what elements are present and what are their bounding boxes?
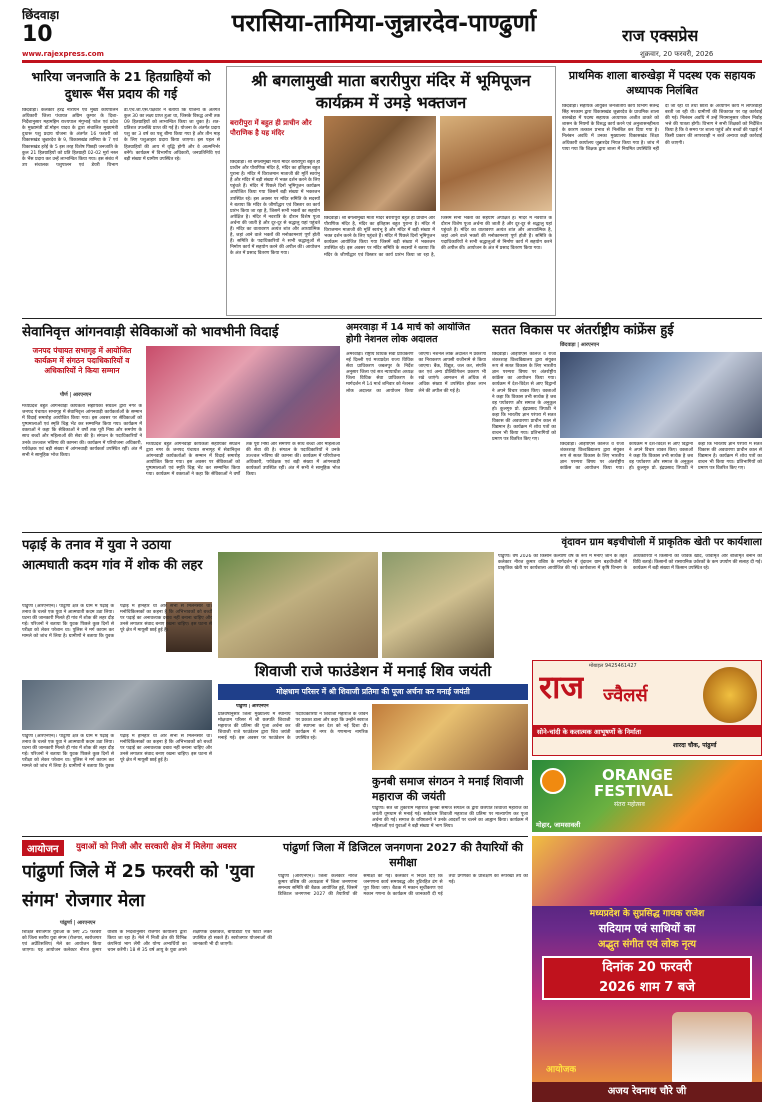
ad1-phone: मोबाइल 9425461427 xyxy=(589,663,637,669)
ad3-line2: सदियाम एवं साथियों का xyxy=(598,922,696,935)
s7-body-cont: पांढुर्णा (आरएनएन)। पांढुर्णा क्षेत्र के ग्राम में पढ़ाई के तनाव के चलते एक युवा ने आत्मघाती कदम उठा लिया। घटना की जानकारी मिलते ही गांव में शोक की लहर दौड़ गई। परिजनों ने बताया कि युवक पिछले कुछ दिनों से परीक्षा को लेकर परेशान था। पुलिस ने मर्ग कायम कर मामले को जांच में लिया है। ग्रामीणों ने बताया कि युवक पढ़ाई में होनहार था और सभी से मिलनसार था। मनोचिकित्सकों का कहना है कि अभिभावकों को बच्चों पर पढ़ाई का अनावश्यक दबाव नहीं बनाना चाहिए और उनसे लगातार संवाद बनाए रखना चाहिए। इस घटना से पूरे क्षेत्र में मायूसी छाई हुई है। xyxy=(22,734,212,770)
s4-body: मध्यप्रदेश बहुत आंगनवाड़ी कार्यकर्ता सहायिका संघठन द्वारा नगर के जनपद पंचायत सभागृह में सेवानिवृत्त आंगनवाड़ी कार्यकर्ताओं के सम्मान में विदाई समारोह आयोजित किया गया। इस अवसर पर सेविकाओं को पुष्पमालाओं एवं स्मृति चिह्न भेंट कर सम्मानित किया गया। कार्यक्रम में वक्ताओं ने कहा कि सेविकाओं ने वर्षों तक पूरी निष्ठा और समर्पण के साथ बच्चों और महिलाओं की सेवा की है। संगठन के पदाधिकारियों ने उनके उज्ज्वल भविष्य की कामना की। कार्यक्रम में परियोजना अधिकारी, पर्यवेक्षक एवं बड़ी संख्या में आंगनवाड़ी कार्यकर्ता उपस्थित रहीं। अंत में सभी ने सामूहिक भोज किया। xyxy=(22,404,142,458)
s7-group-photo xyxy=(22,680,212,730)
s2-body-cont: छिंदवाड़ा। श्री बगलामुखी माता मंदिर बरारीपुरा बहुत ही प्राचीन और पौराणिक मंदिर है, मंदिर का इतिहास बहुत पुराना है। मंदिर में विराजमान माताजी की मूर्ति स्वयंभू है और मंदिर में बड़ी संख्या में भक्त दर्शन करने के लिए पहुंचते हैं। मंदिर में पिछले दिनों भूमिपूजन कार्यक्रम आयोजित किया गया जिसमें बड़ी संख्या में भक्तजन उपस्थित रहे। इस अवसर पर मंदिर समिति के सदस्यों ने बताया कि मंदिर के जीर्णोद्धार एवं विस्तार का कार्य प्रारंभ किया जा रहा है, जिसमें सभी भक्तों का सहयोग अपेक्षित है। मंदिर में नवरात्रि के दौरान विशेष पूजा अर्चना की जाती है और दूर-दूर से श्रद्धालु यहां पहुंचते हैं। मंदिर का वातावरण अत्यंत शांत और आध्यात्मिक है, जहां आने वाले भक्तों की मनोकामनाएं पूर्ण होती हैं। समिति के पदाधिकारियों ने सभी श्रद्धालुओं से निर्माण कार्य में सहयोग करने की अपील की। आयोजन के अंत में प्रसाद वितरण किया गया। xyxy=(324,216,552,258)
s8-photo-2 xyxy=(382,552,494,658)
divider-3 xyxy=(22,836,528,837)
s2-photo-1 xyxy=(324,116,436,211)
s10-body: पांढुर्णा। संत श्री तुकाराम महाराज कुनबी समाज संगठन के द्वारा छत्रपति शिवाजी महाराज की जयंती धूमधाम से मनाई गई। सर्वप्रथम शिवाजी महाराज की प्रतिमा पर माल्यार्पण कर पूजा अर्चना की गई। समाज के वरिष्ठजनों ने उनके आदर्शों पर चलने का आह्वान किया। कार्यक्रम में महिलाओं एवं युवाओं ने बड़ी संख्या में भाग लिया। xyxy=(372,806,528,830)
ad3-line5: 2026 शाम 7 बजे xyxy=(599,980,695,995)
paper-name: राज एक्सप्रेस xyxy=(622,26,699,45)
s5-headline: अमरवाड़ा में 14 मार्च को आयोजित होगी नेशनल लोक अदालत xyxy=(346,322,471,345)
s8-headline: वृंदावन ग्राम बड़चीचोली में प्राकृतिक खेती पर कार्यशाला xyxy=(561,537,762,548)
s4-headline: सेवानिवृत्त आंगनवाड़ी सेविकाओं को भावभीनी विदाई xyxy=(22,324,279,340)
s4-deck: जनपद पंचायत सभागृह में आयोजित कार्यक्रम में संगठन पदाधिकारियों व अधिकारियों ने किया सम्मान xyxy=(32,346,132,375)
masthead xyxy=(0,0,778,62)
ad1-addr: शारदा चौक, पांढुर्णा xyxy=(673,742,717,749)
s8-photo-1 xyxy=(218,552,378,658)
s3-headline: प्राथमिक शाला बारुखेड़ा में पदस्थ एक सहायक अध्यापक निलंबित xyxy=(568,69,756,97)
s9-body: प्रतिवर्षानुसार जिला मुख्यालय में स्थानीय मोक्षधाम परिसर में श्री छत्रपति शिवाजी महाराज की प्रतिमा की पूजा अर्चना कर शिवाजी राजे फाउंडेशन द्वारा शिव जयंती मनाई गई। इस अवसर पर फाउंडेशन के पदाधिकारियों ने शिवाजी महाराज के जीवन पर प्रकाश डाला और कहा कि उन्होंने स्वराज की स्थापना कर देश को नई दिशा दी। कार्यक्रम में नगर के गणमान्य नागरिक उपस्थित रहे। xyxy=(218,712,368,742)
s7-body: पांढुर्णा (आरएनएन)। पांढुर्णा क्षेत्र के ग्राम में पढ़ाई के तनाव के चलते एक युवा ने आत्मघाती कदम उठा लिया। घटना की जानकारी मिलते ही गांव में शोक की लहर दौड़ गई। परिजनों ने बताया कि युवक पिछले कुछ दिनों से परीक्षा को लेकर परेशान था। पुलिस ने मर्ग कायम कर मामले को जांच में लिया है। ग्रामीणों ने बताया कि युवक पढ़ाई में होनहार था और सभी से मिलनसार था। मनोचिकित्सकों का कहना है कि अभिभावकों को बच्चों पर पढ़ाई का अनावश्यक दबाव नहीं बनाना चाहिए और उनसे लगातार संवाद बनाए रखना चाहिए। इस घटना से पूरे क्षेत्र में मायूसी छाई हुई है। xyxy=(22,604,212,640)
s9-byline: पांढुर्णा | आरएनएन xyxy=(236,704,269,709)
s11-strap: युवाओं को निजी और सरकारी क्षेत्र में मिलेगा अवसर xyxy=(76,842,237,852)
ad-raj-jewellers[interactable] xyxy=(532,660,762,756)
s6-body-cont: छिंदवाड़ा। आईपीएस कॉलेज व राजा शंकरशाह विश्वविद्यालय द्वारा संयुक्त रूप से सतत विकास के लिए भारतीय ज्ञान परम्परा विषय पर अंतर्राष्ट्रीय कांफ्रेंस का आयोजन किया गया। कार्यक्रम में देश-विदेश से आए विद्वानों ने अपने विचार व्यक्त किए। वक्ताओं ने कहा कि विकास तभी सार्थक है जब वह पर्यावरण और समाज के अनुकूल हो। कुलगुरु प्रो. इंद्रप्रसाद त्रिपाठी ने कहा कि भारतीय ज्ञान परंपरा में सतत विकास की अवधारणा प्राचीन काल से विद्यमान है। कार्यक्रम में शोध पत्रों का वाचन भी किया गया। प्रतिभागियों को प्रमाण पत्र वितरित किए गए। xyxy=(560,442,762,472)
s2-body: छिंदवाड़ा। श्री बगलामुखी माता मंदिर बरारीपुरा बहुत ही प्राचीन और पौराणिक मंदिर है, मंदिर का इतिहास बहुत पुराना है। मंदिर में विराजमान माताजी की मूर्ति स्वयंभू है और मंदिर में बड़ी संख्या में भक्त दर्शन करने के लिए पहुंचते हैं। मंदिर में पिछले दिनों भूमिपूजन कार्यक्रम आयोजित किया गया जिसमें बड़ी संख्या में भक्तजन उपस्थित रहे। इस अवसर पर मंदिर समिति के सदस्यों ने बताया कि मंदिर के जीर्णोद्धार एवं विस्तार का कार्य प्रारंभ किया जा रहा है, जिसमें सभी भक्तों का सहयोग अपेक्षित है। मंदिर में नवरात्रि के दौरान विशेष पूजा अर्चना की जाती है और दूर-दूर से श्रद्धालु यहां पहुंचते हैं। मंदिर का वातावरण अत्यंत शांत और आध्यात्मिक है, जहां आने वाले भक्तों की मनोकामनाएं पूर्ण होती हैं। समिति के पदाधिकारियों ने सभी श्रद्धालुओं से निर्माण कार्य में सहयोग करने की अपील की। आयोजन के अंत में प्रसाद वितरण किया गया। xyxy=(230,160,320,257)
s8-body: पांढुर्णा। वर्ष 2026 को किसान कल्याण वर्ष के रूप में मनाए जाने के तहत कलेक्टर नीरज कुमार वशिष्ठ के मार्गदर्शन में वृंदावन ग्राम बड़चीचोली में प्राकृतिक खेती पर कार्यशाला आयोजित की गई। कार्यशाला में कृषि विभाग के अधिकारियों ने किसानों को जैविक खाद, जीवामृत और बीजामृत बनाने की विधि बताई। किसानों को रासायनिक उर्वरकों के कम उपयोग की सलाह दी गई। कार्यक्रम में बड़ी संख्या में किसान उपस्थित रहे। xyxy=(498,554,762,572)
s7-headline: पढ़ाई के तनाव में युवा ने उठाया आत्मघाती कदम गांव में शोक की लहर xyxy=(22,538,203,573)
ad2-orange-icon xyxy=(540,768,566,794)
ad3-line1: मध्यप्रदेश के सुप्रसिद्ध गायक राजेश xyxy=(589,909,705,919)
s11-byline: पांढुर्णा | आरएनएन xyxy=(60,920,96,926)
masthead-rule xyxy=(22,60,762,63)
ad1-tag: सोने-चांदी के कलात्मक आभूषणों के निर्माता xyxy=(537,728,642,736)
s11-body: शिक्षित बेरोजगार युवाओं के लिए 25 फरवरी को जिला स्तरीय युवा संगम (रोजगार, स्वरोजगार एवं अप्रेंटिसशिप) मेले का आयोजन किया जाएगा। यह आयोजन कलेक्टर नीरज कुमार वशिष्ठ के निर्देशानुसार रोजगार कार्यालय द्वारा किया जा रहा है। मेले में निजी क्षेत्र की विभिन्न कंपनियां भाग लेंगी और योग्य अभ्यर्थियों का चयन करेंगी। 18 से 35 वर्ष आयु के युवा अपने शैक्षणिक दस्तावेज, बायोडाटा एवं फोटो लेकर उपस्थित हो सकते हैं। स्वरोजगार योजनाओं की जानकारी भी दी जाएगी। xyxy=(22,930,272,954)
ad3-organizer-avatar xyxy=(672,1012,752,1086)
s2-subhead: बरारीपुरा में बहुत ही प्राचीन और पौराणिक है यह मंदिर xyxy=(230,119,312,137)
s4-photo xyxy=(146,346,340,438)
s6-body: छिंदवाड़ा। आईपीएस कॉलेज व राजा शंकरशाह विश्वविद्यालय द्वारा संयुक्त रूप से सतत विकास के लिए भारतीय ज्ञान परम्परा विषय पर अंतर्राष्ट्रीय कांफ्रेंस का आयोजन किया गया। कार्यक्रम में देश-विदेश से आए विद्वानों ने अपने विचार व्यक्त किए। वक्ताओं ने कहा कि विकास तभी सार्थक है जब वह पर्यावरण और समाज के अनुकूल हो। कुलगुरु प्रो. इंद्रप्रसाद त्रिपाठी ने कहा कि भारतीय ज्ञान परंपरा में सतत विकास की अवधारणा प्राचीन काल से विद्यमान है। कार्यक्रम में शोध पत्रों का वाचन भी किया गया। प्रतिभागियों को प्रमाण पत्र वितरित किए गए। xyxy=(492,352,556,443)
s1-headline: भारिया जनजाति के 21 हितग्राहियों को दुधारू भैंस प्रदाय की गई xyxy=(31,69,211,101)
masthead-title: परासिया-तामिया-जुन्नारदेव-पाण्ढुर्णा xyxy=(231,9,537,37)
divider-2 xyxy=(22,532,762,533)
s12-body: पांढुर्णा (आरएनएन)। जिला कलेक्टर नीरज कुमार वशिष्ठ की अध्यक्षता में जिला जनगणना समन्वय समिति की बैठक आयोजित हुई, जिसमें डिजिटल जनगणना 2027 की तैयारियों की समीक्षा की गई। कलेक्टर ने निर्देश दिए कि जनगणना कार्य समयबद्ध और त्रुटिरहित ढंग से पूरा किया जाए। बैठक में मकान सूचीकरण एवं मकान गणना के कार्यक्रम की जानकारी दी गई तथा प्रगणकों के प्रशिक्षण की रूपरेखा तय की गई। xyxy=(278,874,528,898)
divider-1 xyxy=(22,318,762,319)
ad2-footer: मोहार, जामसावली xyxy=(536,821,581,829)
s9-photo xyxy=(372,704,528,770)
masthead-date: शुक्रवार, 20 फरवरी, 2026 xyxy=(640,50,714,58)
ad1-brand: राज xyxy=(539,668,585,706)
ad2-sub: संतरा महोत्सव xyxy=(614,801,645,808)
s10-headline: कुनबी समाज संगठन ने मनाई शिवाजी महाराज की जयंती xyxy=(372,775,524,803)
s4-byline: पौर्ण | आरएनएन xyxy=(60,392,92,398)
ad2-title: ORANGE xyxy=(602,766,674,784)
ad3-dancers-photo xyxy=(532,836,762,906)
s3-body: छिंदवाड़ा। सहायक आयुक्त जनजातीय कार्य विभाग सतेन्द्र सिंह मरकाम द्वारा विकासखंड जुन्नारदेव के प्राथमिक शाला बारुखेड़ा में पदस्थ सहायक अध्यापक अजीत ठाकरे को शासन के नियमों के विरुद्ध कार्य करने एवं अनुशासनहीनता के कारण तत्काल प्रभाव से निलंबित कर दिया गया है। निलंबन अवधि में उनका मुख्यालय विकासखंड शिक्षा अधिकारी कार्यालय जुन्नारदेव नियत किया गया है। जांच में पाया गया कि शिक्षक द्वारा शाला में नियमित उपस्थिति नहीं दी जा रही थी तथा छात्रों के अध्यापन कार्य में लापरवाही बरती जा रही थी। ग्रामीणों की शिकायत पर यह कार्रवाई की गई। निलंबन अवधि में उन्हें नियमानुसार जीवन निर्वाह भत्ते की पात्रता होगी। विभाग ने सभी शिक्षकों को निर्देशित किया है कि वे समय पर शाला पहुंचें और बच्चों की पढ़ाई में किसी प्रकार की लापरवाही न बरतें अन्यथा कड़ी कार्रवाई की जाएगी। xyxy=(562,104,762,152)
ad1-jewel-icon xyxy=(703,667,757,723)
ad3-line3: अद्भुत संगीत एवं लोक नृत्य xyxy=(597,939,697,950)
s2-headline: श्री बगलामुखी माता बरारीपुरा मंदिर में भूमिपूजन कार्यक्रम में उमड़े भक्तजन xyxy=(251,71,531,112)
page-number: 10 xyxy=(22,22,53,47)
masthead-url[interactable]: www.rajexpress.com xyxy=(22,50,104,58)
s12-headline: पांढुर्णा जिला में डिजिटल जनगणना 2027 की तैयारियों की समीक्षा xyxy=(282,841,524,869)
s2-photo-2 xyxy=(440,116,552,211)
s9-banner-text: मोक्षधाम परिसर में श्री शिवाजी प्रतिमा की पूजा अर्चना कर मनाई जयंती xyxy=(276,687,470,696)
s11-headline: पांढुर्णा जिले में 25 फरवरी को 'युवा संगम' रोजगार मेला xyxy=(22,862,255,911)
ad-orange-festival[interactable] xyxy=(532,760,762,832)
s6-byline: छिंदवाड़ा | आरएनएन xyxy=(560,342,600,348)
s9-headline: शिवाजी राजे फाउंडेशन में मनाई शिव जयंती xyxy=(254,662,492,680)
s1-body: छिंदवाड़ा। कलेक्टर हरेंद्र नारायन एवं मुख्य कार्यपालन अधिकारी जिला पंचायत अग्रिम कुमार के दिशा-निर्देशानुसार महामहिम राज्यपाल मंगुभाई पटेल एवं प्रदेश के मुख्यमंत्री डॉ.मोहन यादव के द्वारा संचालित मुख्यमंत्री दुधारू पशु प्रदाय योजना के अंतर्गत 16 फरवरी को विकासखंड जुन्नारदेव के 9, विकासखंड तामिया के 7 एवं विकासखंड हर्रई के 5 इस तरह विशेष पिछड़ी जनजाति के कुल 21 हितग्राहियों को प्रति हितग्राही 02-02 मुर्रा नस्ल के भैंस प्रदाय कर उन्हें लाभान्वित किया गया। इस संबंध में उप संचालक पशुपालन एवं डेयरी विभाग डॉ.एच.जी.एस.पक्षवार ने बताया कि योजना के अंतर्गत कुल 30 का लक्ष्य प्राप्त हुआ था, जिसके विरुद्ध अभी तक 09 हितग्राहियों को लाभान्वित किया जा चुका है। शत-प्रतिशत उपलब्धि प्राप्त की गई है। योजना के अंतर्गत प्रदाय पशु का 3 वर्ष का पशु बीमा किया गया है और तीन माह के लिए पशुआहार प्रदाय किया जाएगा। इस पहल से हितग्राहियों की आय में वृद्धि होगी और वे आत्मनिर्भर बनेंगे। कार्यक्रम में विभागीय अधिकारी, जनप्रतिनिधि एवं बड़ी संख्या में ग्रामीण उपस्थित रहे। xyxy=(22,108,220,168)
ad3-org: आयोजक xyxy=(546,1065,577,1075)
s4-body-cont: मध्यप्रदेश बहुत आंगनवाड़ी कार्यकर्ता सहायिका संघठन द्वारा नगर के जनपद पंचायत सभागृह में सेवानिवृत्त आंगनवाड़ी कार्यकर्ताओं के सम्मान में विदाई समारोह आयोजित किया गया। इस अवसर पर सेविकाओं को पुष्पमालाओं एवं स्मृति चिह्न भेंट कर सम्मानित किया गया। कार्यक्रम में वक्ताओं ने कहा कि सेविकाओं ने वर्षों तक पूरी निष्ठा और समर्पण के साथ बच्चों और महिलाओं की सेवा की है। संगठन के पदाधिकारियों ने उनके उज्ज्वल भविष्य की कामना की। कार्यक्रम में परियोजना अधिकारी, पर्यवेक्षक एवं बड़ी संख्या में आंगनवाड़ी कार्यकर्ता उपस्थित रहीं। अंत में सभी ने सामूहिक भोज किया। xyxy=(146,442,340,478)
ad-music-event[interactable] xyxy=(532,836,762,1102)
ad3-line4: दिनांक 20 फरवरी xyxy=(602,960,692,975)
ad2-title2: FESTIVAL xyxy=(594,782,673,800)
s6-photo xyxy=(560,352,762,438)
s6-headline: सतत विकास पर अंतर्राष्ट्रीय कांफ्रेंस हुई xyxy=(492,323,674,338)
s11-kicker: आयोजन xyxy=(22,840,64,856)
city-label: छिंदवाड़ा xyxy=(22,8,60,22)
ad1-brand2: ज्वैलर्स xyxy=(603,685,648,706)
ad3-name: अजय रेवनाथ चौरे जी xyxy=(607,1086,687,1097)
s5-body: अमरवाड़ा। राष्ट्रीय विधिक सेवा प्राधिकरण नई दिल्ली एवं मध्यप्रदेश राज्य विधिक सेवा प्राधिकरण जबलपुर के निर्देश अनुसार जिला एवं सत्र न्यायाधीश अध्यक्ष जिला विधिक सेवा प्राधिकरण के मार्गदर्शन में 14 मार्च शनिवार को नेशनल लोक अदालत का आयोजन किया जाएगा। नेशनल लोक अदालत में प्रकरणों का निराकरण आपसी राजीनामे से किया जाएगा। बैंक, विद्युत, जल कर, संपत्ति कर एवं अन्य प्रीलिटिगेशन प्रकरण भी रखे जाएंगे। आमजन से अधिक से अधिक संख्या में उपस्थित होकर लाभ लेने की अपील की गई है। xyxy=(346,352,486,394)
